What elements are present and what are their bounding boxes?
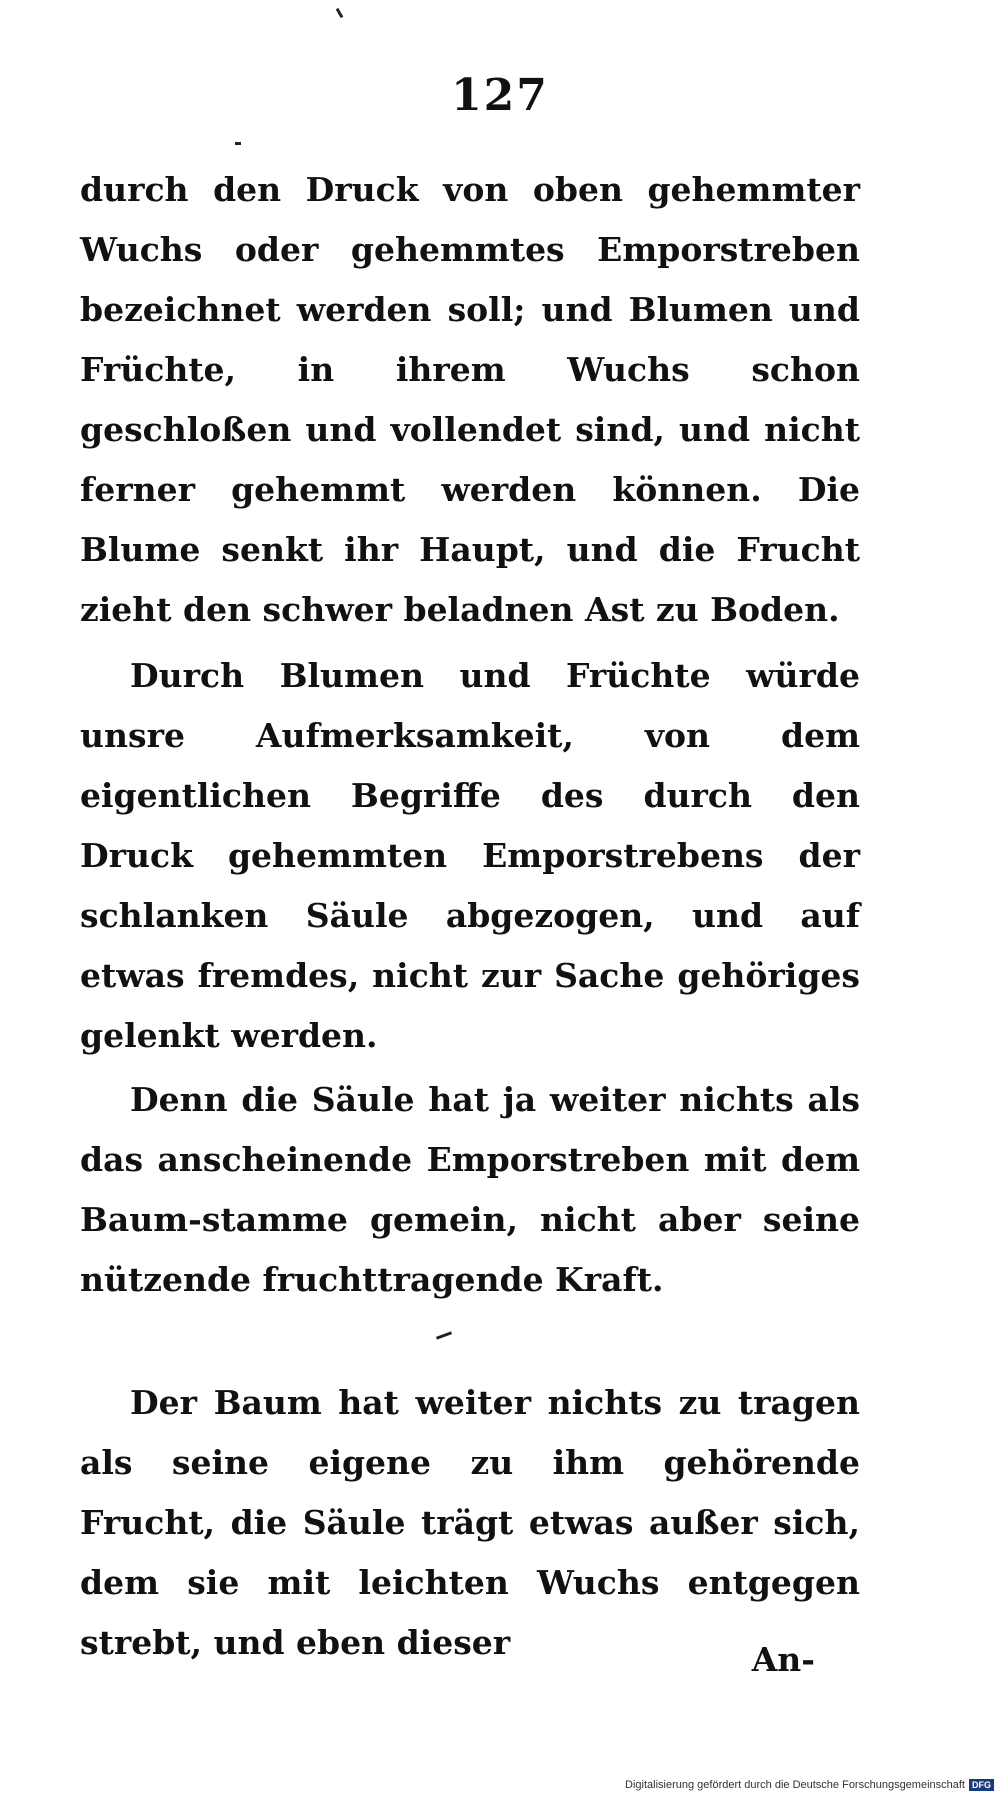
paragraph-text: Durch Blumen und Früchte würde unsre Aufmerksamkeit, von dem eigentlichen Begriffe des durch den Druck gehemmten Emporstrebens der schlanken Säule abgezogen, und auf etwas fremdes, nicht zur Sache gehöriges gelenkt werden. xyxy=(80,656,860,1055)
paragraph-4 xyxy=(80,1373,860,1673)
paragraph-2 xyxy=(80,646,860,1066)
scan-speck xyxy=(436,1331,452,1339)
paragraph-text: Der Baum hat weiter nichts zu tragen als seine eigene zu ihm gehörende Frucht, die Säule trägt etwas außer sich, dem sie mit leichten Wuchs entgegen strebt, und eben dieser xyxy=(80,1383,860,1662)
dfg-logo-icon: DFG xyxy=(969,1779,994,1791)
paragraph-1 xyxy=(80,160,860,640)
footer-text: Digitalisierung gefördert durch die Deutsche Forschungsgemeinschaft xyxy=(625,1779,965,1791)
footer xyxy=(625,1779,994,1791)
scan-speck xyxy=(336,8,344,18)
paragraph-text: durch den Druck von oben gehemmter Wuchs oder gehemmtes Emporstreben bezeichnet werden soll; und Blumen und Früchte, in ihrem Wuchs schon geschloßen und vollendet sind, und nicht ferner gehemmt werden können. Die Blume senkt ihr Haupt, und die Frucht zieht den schwer beladnen Ast zu Boden. xyxy=(80,170,860,629)
catchword: An- xyxy=(751,1640,815,1679)
page-number: 127 xyxy=(451,70,549,121)
scan-speck xyxy=(235,142,241,145)
paragraph-3 xyxy=(80,1070,860,1310)
paragraph-text: Denn die Säule hat ja weiter nichts als das anscheinende Emporstreben mit dem Baum-stamme gemein, nicht aber seine nützende fruchttragende Kraft. xyxy=(80,1080,860,1299)
